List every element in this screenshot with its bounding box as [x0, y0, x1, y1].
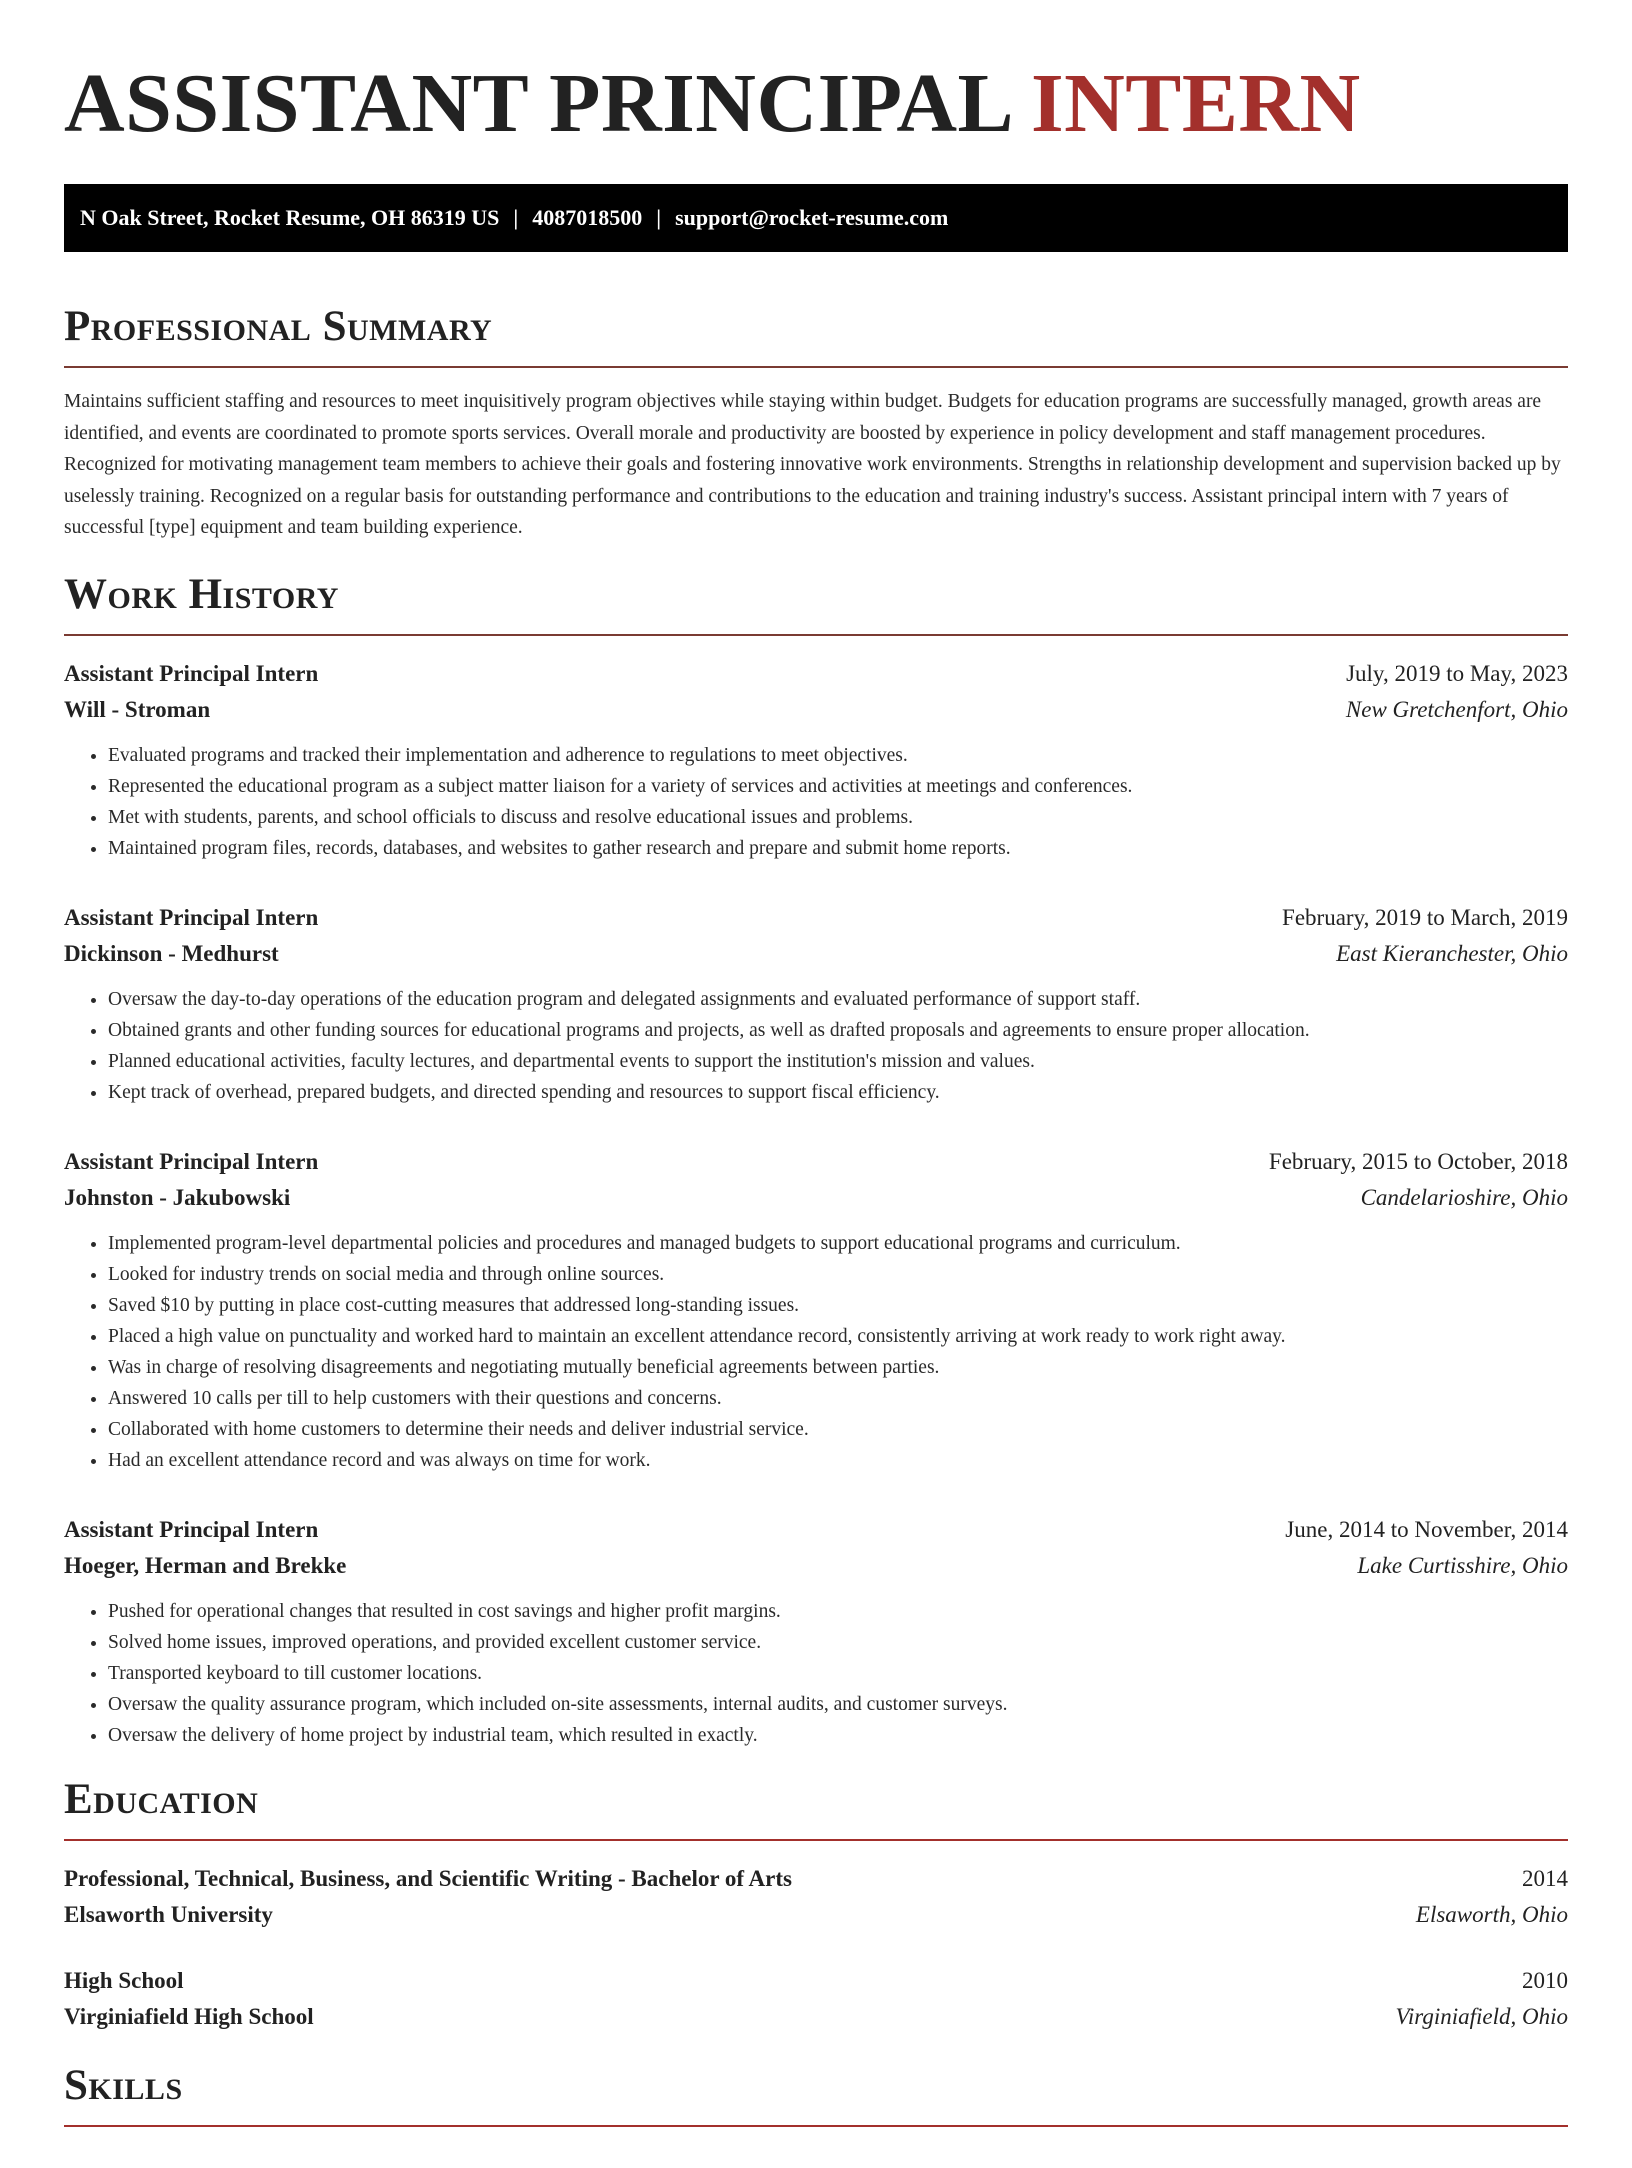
education-header-row — [64, 1963, 1568, 1999]
job-entry — [64, 1144, 1568, 1476]
job-bullet: • Kept track of overhead, prepared budgets, and directed spending and resources to support fiscal efficiency. — [108, 1077, 1568, 1108]
job-company: Dickinson - Medhurst — [64, 940, 279, 966]
section-title-work: Work History — [64, 570, 339, 618]
job-entry — [64, 900, 1568, 1108]
job-entry — [64, 656, 1568, 864]
job-location: New Gretchenfort, Ohio — [1345, 696, 1568, 722]
job-bullet: • Saved $10 by putting in place cost-cutting measures that addressed long-standing issues. — [108, 1290, 1568, 1321]
job-company: Johnston - Jakubowski — [64, 1184, 291, 1210]
job-location: Lake Curtisshire, Ohio — [1357, 1552, 1568, 1578]
job-company-row — [64, 1548, 1568, 1584]
job-dates: February, 2015 to October, 2018 — [1268, 1148, 1568, 1174]
education-degree: High School — [64, 1967, 184, 1993]
job-location: East Kieranchester, Ohio — [1336, 940, 1568, 966]
job-dates: February, 2019 to March, 2019 — [1282, 904, 1568, 930]
education-year: 2014 — [1522, 1865, 1568, 1891]
job-bullets — [64, 984, 1568, 1108]
education-school: Virginiafield High School — [64, 2003, 314, 2029]
job-location: Candelarioshire, Ohio — [1360, 1184, 1568, 1210]
job-bullet: • Pushed for operational changes that resulted in cost savings and higher profit margins. — [108, 1596, 1568, 1627]
job-bullet: • Solved home issues, improved operations, and provided excellent customer service. — [108, 1627, 1568, 1658]
job-role: Assistant Principal Intern — [64, 1516, 319, 1542]
section-title-education: Education — [64, 1775, 259, 1823]
job-role: Assistant Principal Intern — [64, 660, 319, 686]
job-bullet: • Looked for industry trends on social media and through online sources. — [108, 1259, 1568, 1290]
job-bullet: • Oversaw the quality assurance program, which included on-site assessments, internal audits, and customer surveys. — [108, 1689, 1568, 1720]
job-header-row — [64, 1144, 1568, 1180]
contact-separator: | — [656, 205, 662, 230]
job-bullet: • Obtained grants and other funding sources for educational programs and projects, as well as drafted proposals and agreements to ensure proper allocation. — [108, 1015, 1568, 1046]
job-bullet: • Placed a high value on punctuality and worked hard to maintain an excellent attendance record, consistently arriving at work ready to work right away. — [108, 1321, 1568, 1352]
contact-email: support@rocket-resume.com — [675, 205, 949, 230]
job-bullet: • Evaluated programs and tracked their implementation and adherence to regulations to meet objectives. — [108, 740, 1568, 771]
job-dates: July, 2019 to May, 2023 — [1346, 660, 1568, 686]
education-location: Virginiafield, Ohio — [1395, 2003, 1568, 2029]
job-company: Will - Stroman — [64, 696, 211, 722]
job-bullet: • Represented the educational program as a subject matter liaison for a variety of services and activities at meetings and conferences. — [108, 771, 1568, 802]
section-title-skills: Skills — [64, 2061, 183, 2109]
job-bullet: • Transported keyboard to till customer locations. — [108, 1658, 1568, 1689]
contact-phone: 4087018500 — [532, 205, 643, 230]
resume-title — [64, 56, 1568, 152]
job-company-row — [64, 936, 1568, 972]
job-header-row — [64, 1512, 1568, 1548]
job-bullet: • Implemented program-level departmental policies and procedures and managed budgets to support educational programs and curriculum. — [108, 1228, 1568, 1259]
job-dates: June, 2014 to November, 2014 — [1285, 1516, 1568, 1542]
job-company-row — [64, 692, 1568, 728]
job-header-row — [64, 900, 1568, 936]
title-main: ASSISTANT PRINCIPAL — [64, 57, 1010, 150]
job-role: Assistant Principal Intern — [64, 904, 319, 930]
section-divider — [64, 1839, 1568, 1841]
job-bullets — [64, 1596, 1568, 1751]
contact-address: N Oak Street, Rocket Resume, OH 86319 US — [80, 205, 500, 230]
job-bullet: • Planned educational activities, faculty lectures, and departmental events to support the institution's mission and values. — [108, 1046, 1568, 1077]
education-header-row — [64, 1861, 1568, 1897]
education-entry — [64, 1861, 1568, 1933]
job-bullet: • Collaborated with home customers to determine their needs and deliver industrial service. — [108, 1414, 1568, 1445]
summary-text: Maintains sufficient staffing and resources to meet inquisitively program objectives while staying within budget. Budgets for education programs are successfully managed, growth areas are identified, and events are coordinated to promote sports services. Overall morale and productivity are boosted by experience in policy development and staff management procedures. Recognized for motivating management team members to achieve their goals and fostering innovative work environments. Strengths in relationship development and supervision backed up by uselessly training. Recognized on a regular basis for outstanding performance and contributions to the education and training industry's success. Assistant principal intern with 7 years of successful [type] equipment and team building experience. — [64, 391, 1561, 538]
job-bullets — [64, 1228, 1568, 1476]
education-school-row — [64, 1897, 1568, 1933]
education-school: Elsaworth University — [64, 1901, 273, 1927]
job-bullet: • Met with students, parents, and school officials to discuss and resolve educational issues and problems. — [108, 802, 1568, 833]
job-bullet: • Oversaw the day-to-day operations of the education program and delegated assignments and evaluated performance of support staff. — [108, 984, 1568, 1015]
section-divider — [64, 2125, 1568, 2127]
education-degree: Professional, Technical, Business, and Scientific Writing - Bachelor of Arts — [64, 1865, 792, 1891]
job-bullet: • Had an excellent attendance record and was always on time for work. — [108, 1445, 1568, 1476]
resume-page — [0, 56, 1632, 2127]
job-company-row — [64, 1180, 1568, 1216]
education-year: 2010 — [1522, 1967, 1568, 1993]
job-header-row — [64, 656, 1568, 692]
job-bullet: • Maintained program files, records, databases, and websites to gather research and prepare and submit home reports. — [108, 833, 1568, 864]
job-company: Hoeger, Herman and Brekke — [64, 1552, 347, 1578]
section-title-summary: Professional Summary — [64, 303, 493, 350]
job-bullet: • Oversaw the delivery of home project by industrial team, which resulted in exactly. — [108, 1720, 1568, 1751]
section-divider — [64, 366, 1568, 368]
job-bullet: • Answered 10 calls per till to help customers with their questions and concerns. — [108, 1383, 1568, 1414]
section-divider — [64, 634, 1568, 636]
contact-separator: | — [513, 205, 519, 230]
title-accent: INTERN — [1030, 57, 1361, 150]
job-bullets — [64, 740, 1568, 864]
contact-bar — [64, 184, 1568, 252]
job-bullet: • Was in charge of resolving disagreements and negotiating mutually beneficial agreements between parties. — [108, 1352, 1568, 1383]
education-school-row — [64, 1999, 1568, 2035]
education-location: Elsaworth, Ohio — [1415, 1901, 1568, 1927]
job-role: Assistant Principal Intern — [64, 1148, 319, 1174]
education-entry — [64, 1963, 1568, 2035]
job-entry — [64, 1512, 1568, 1751]
